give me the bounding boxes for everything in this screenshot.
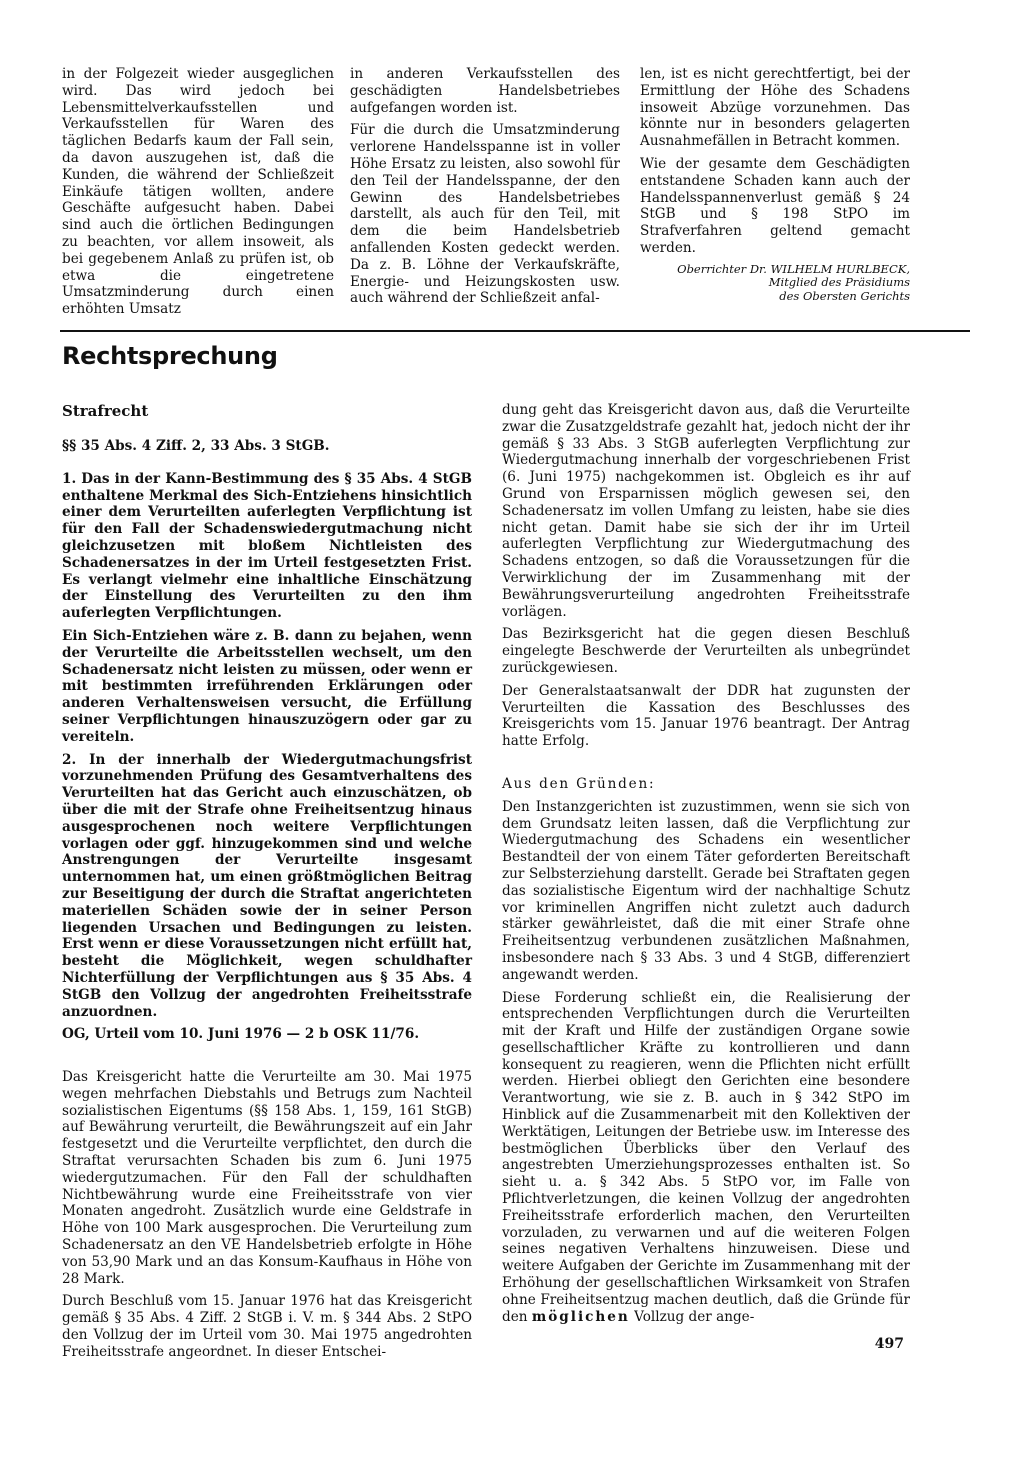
headnote: 1. Das in der Kann-Bestimmung des § 35 Abs. 4 StGB enthaltene Merkmal des Sich-Entziehens hinsichtlich einer dem Verurteilten auferlegten Verpflichtung ist für den Fall der Schadenswiedergutmachung nicht gleichzusetzen mit bloßem Nichtleisten des Schadenersatzes in der im Urteil festgesetzten Frist. Es verlangt vielmehr eine inhaltliche Einschätzung der Einstellung des Verurteilten zu den ihm auferlegten Verpflichtungen.: [62, 470, 472, 622]
cited-norms: §§ 35 Abs. 4 Ziff. 2, 33 Abs. 3 StGB.: [62, 438, 330, 454]
signature-line: Oberrichter Dr. WILHELM HURLBECK,: [677, 261, 910, 276]
paragraph: [502, 990, 910, 1326]
spacer: [502, 756, 910, 776]
paragraph: dung geht das Kreisgericht davon aus, daß die Verurteilte zwar die Zusatzgeldstrafe gezahlt hat, jedoch nicht der ihr gemäß § 33 Abs. 3 StGB auferlegten Verpflichtung zur Wiedergutmachung innerhalb der vorgeschriebenen Frist (6. Juni 1975) nachgekommen ist. Obgleich es ihr auf Grund von Ersparnissen möglich gewesen sei, den Schadenersatz im vollen Umfang zu leisten, habe sie dies nicht getan. Damit habe sie sich der ihr im Urteil auferlegten Verpflichtung zur Wiedergutmachung des Schadens entzogen, so daß die Voraussetzungen für die Verwirklichung der im Zusammenhang mit der Bewährungsverurteilung angedrohten Freiheitsstrafe vorlägen.: [502, 402, 910, 620]
case-citation: OG, Urteil vom 10. Juni 1976 — 2 b OSK 11/76.: [62, 1026, 420, 1043]
spaced-emphasis: möglichen: [531, 1308, 630, 1325]
paragraph: Das Kreisgericht hatte die Verurteilte am 30. Mai 1975 wegen mehrfachen Diebstahls und Betrugs zum Nachteil sozialistischen Eigentums (§§ 158 Abs. 1, 159, 161 StGB) auf Bewährung verurteilt, die Bewährungszeit auf ein Jahr festgesetzt und die Verurteilte verpflichtet, den durch die Straftat verursachten Schaden bis zum 6. Juni 1975 wiedergutzumachen. Für den Fall der schuldhaften Nichtbewährung wurde eine Freiheitsstrafe von vier Monaten angedroht. Zusätzlich wurde eine Geldstrafe in Höhe von 100 Mark ausgesprochen. Die Verurteilung zum Schadenersatz an den VE Handelsbetrieb erfolgte in Höhe von 53,90 Mark und an das Konsum-Kaufhaus in Höhe von 28 Mark.: [62, 1069, 472, 1287]
paragraph: Das Bezirksgericht hat die gegen diesen Beschluß eingelegte Beschwerde der Verurteilten als unbegründet zurückgewiesen.: [502, 626, 910, 676]
author-signature: [640, 263, 910, 304]
right-column: [502, 402, 910, 1331]
subsection-title: Strafrecht: [62, 402, 149, 420]
paragraph: in anderen Verkaufsstellen des geschädigten Handelsbetriebes aufgefangen worden ist.: [350, 66, 620, 116]
signature-line: des Obersten Gerichts: [779, 288, 910, 303]
paragraph: in der Folgezeit wieder ausgeglichen wird. Das wird jedoch bei Lebensmittelverkaufsstellen und Verkaufsstellen für Waren des täglichen Bedarfs kaum der Fall sein, da davon auszugehen ist, daß die Kunden, die während der Schließzeit Einkäufe tätigen wollten, andere Geschäfte aufgesucht haben. Dabei sind auch die örtlichen Bedingungen zu beachten, vor allem insoweit, als bei gegebenem Anlaß zu prüfen ist, ob etwa die eingetretene Umsatzminderung durch einen erhöhten Umsatz: [62, 66, 334, 318]
section-divider: [60, 330, 970, 332]
headnote: 2. In der innerhalb der Wiedergutmachungsfrist vorzunehmenden Prüfung des Gesamtverhaltens des Verurteilten hat das Gericht auch einzuschätzen, ob über die mit der Strafe ohne Freiheitsentzug hinaus ausgesprochenen noch weitere Verpflichtungen vorlagen oder ggf. hinzugekommen sind und welche Anstrengungen der Verurteilte insgesamt unternommen hat, um einen größtmöglichen Beitrag zur Beseitigung der durch die Straftat angerichteten materiellen Schäden sowie der in seiner Person liegenden Ursachen und Bedingungen zu leisten. Erst wenn er diese Voraussetzungen nicht erfüllt hat, besteht die Möglichkeit, wegen schuldhafter Nichterfüllung der Verpflichtungen aus § 35 Abs. 4 StGB den Vollzug der angedrohten Freiheitsstrafe anzuordnen.: [62, 751, 472, 1020]
paragraph-text: Vollzug der ange-: [634, 1308, 755, 1325]
paragraph: Der Generalstaatsanwalt der DDR hat zugunsten der Verurteilten die Kassation des Beschlusses des Kreisgerichts vom 15. Januar 1976 beantragt. Der Antrag hatte Erfolg.: [502, 682, 910, 750]
page-number: 497: [874, 1336, 904, 1352]
paragraph: Wie der gesamte dem Geschädigten entstandene Schaden kann auch der Handelsspannenverlust gemäß § 24 StGB und § 198 StPO im Strafverfahren geltend gemacht werden.: [640, 155, 910, 256]
grounds-heading: Aus den Gründen:: [502, 775, 656, 792]
top-column-1: [62, 66, 334, 324]
top-column-2: [350, 66, 620, 313]
paragraph: Für die durch die Umsatzminderung verlorene Handelsspanne ist in voller Höhe Ersatz zu leisten, also sowohl für den Teil der Handelsspanne, der den Gewinn des Handelsbetriebes darstellt, als auch für den Teil, mit dem die beim Handelsbetrieb anfallenden Kosten gedeckt werden. Da z. B. Löhne der Verkaufskräfte, Energie- und Heizungskosten usw. auch während der Schließzeit anfal-: [350, 122, 620, 307]
headnote: Ein Sich-Entziehen wäre z. B. dann zu bejahen, wenn der Verurteilte die Arbeitsstellen wechselt, um den Schadenersatz nicht leisten zu müssen, oder wenn er mit bestimmten irreführenden Erklärungen oder anderen Verhaltensweisen versucht, die Erfüllung seiner Verpflichtungen hinauszuzögern oder gar zu vereiteln.: [62, 627, 472, 745]
top-column-3: [640, 66, 910, 303]
left-column: [62, 402, 472, 1367]
paragraph: Durch Beschluß vom 15. Januar 1976 hat das Kreisgericht gemäß § 35 Abs. 4 Ziff. 2 StGB i. V. m. § 344 Abs. 2 StPO den Vollzug der im Urteil vom 30. Mai 1975 angedrohten Freiheitsstrafe angeordnet. In dieser Entschei-: [62, 1293, 472, 1360]
signature-line: Mitglied des Präsidiums: [768, 275, 910, 290]
paragraph-text: Diese Forderung schließt ein, die Realisierung der entsprechenden Verpflichtungen durch die Verurteilten mit der Kraft und Hilfe der zuständigen Organe sowie gesellschaftlicher Kräfte zu kontrollieren und dann konsequent zu reagieren, wenn die Pflichten nicht erfüllt werden. Hierbei obliegt den Gerichten eine besondere Verantwortung, wie sie z. B. auch in § 342 StPO im Hinblick auf die Zusammenarbeit mit den Kollektiven der Werktätigen, Leitungen der Betriebe usw. im Interesse des bestmöglichen Überblicks über den Verlauf des angestrebten Umerziehungsprozesses enthalten ist. So sieht u. a. § 342 Abs. 5 StPO vor, im Falle von Pflichtverletzungen, die keinen Vollzug der angedrohten Freiheitsstrafe erforderlich machen, den Verurteilten vorzuladen, zu verwarnen und auf die weiteren Folgen seines negativen Verhaltens hinzuweisen. Diese und weitere Aufgaben der Gerichte im Zusammenhang mit der Erhöhung der gesellschaftlichen Wirksamkeit von Strafen ohne Freiheitsentzug machen deutlich, daß die Gründe für den: [502, 989, 910, 1325]
paragraph: Den Instanzgerichten ist zuzustimmen, wenn sie sich von dem Grundsatz leiten lassen, daß die Verpflichtung zur Wiedergutmachung des Schadens ein wesentlicher Bestandteil der von einem Täter geforderten Bereitschaft zur Selbsterziehung darstellt. Gerade bei Straftaten gegen das sozialistische Eigentum wird der nachhaltige Schutz vor kriminellen Angriffen nicht zuletzt auch dadurch stärker gewährleistet, daß die mit einer Strafe ohne Freiheitsentzug verbundenen zusätzlichen Maßnahmen, insbesondere nach § 33 Abs. 3 und 4 StGB, differenziert angewandt werden.: [502, 798, 910, 983]
paragraph: len, ist es nicht gerechtfertigt, bei der Ermittlung der Höhe des Schadens insoweit Abzüge vorzunehmen. Das könnte nur in besonders gelagerten Ausnahmefällen in Betracht kommen.: [640, 66, 910, 150]
spacer: [62, 1043, 472, 1069]
section-title: Rechtsprechung: [62, 342, 278, 370]
